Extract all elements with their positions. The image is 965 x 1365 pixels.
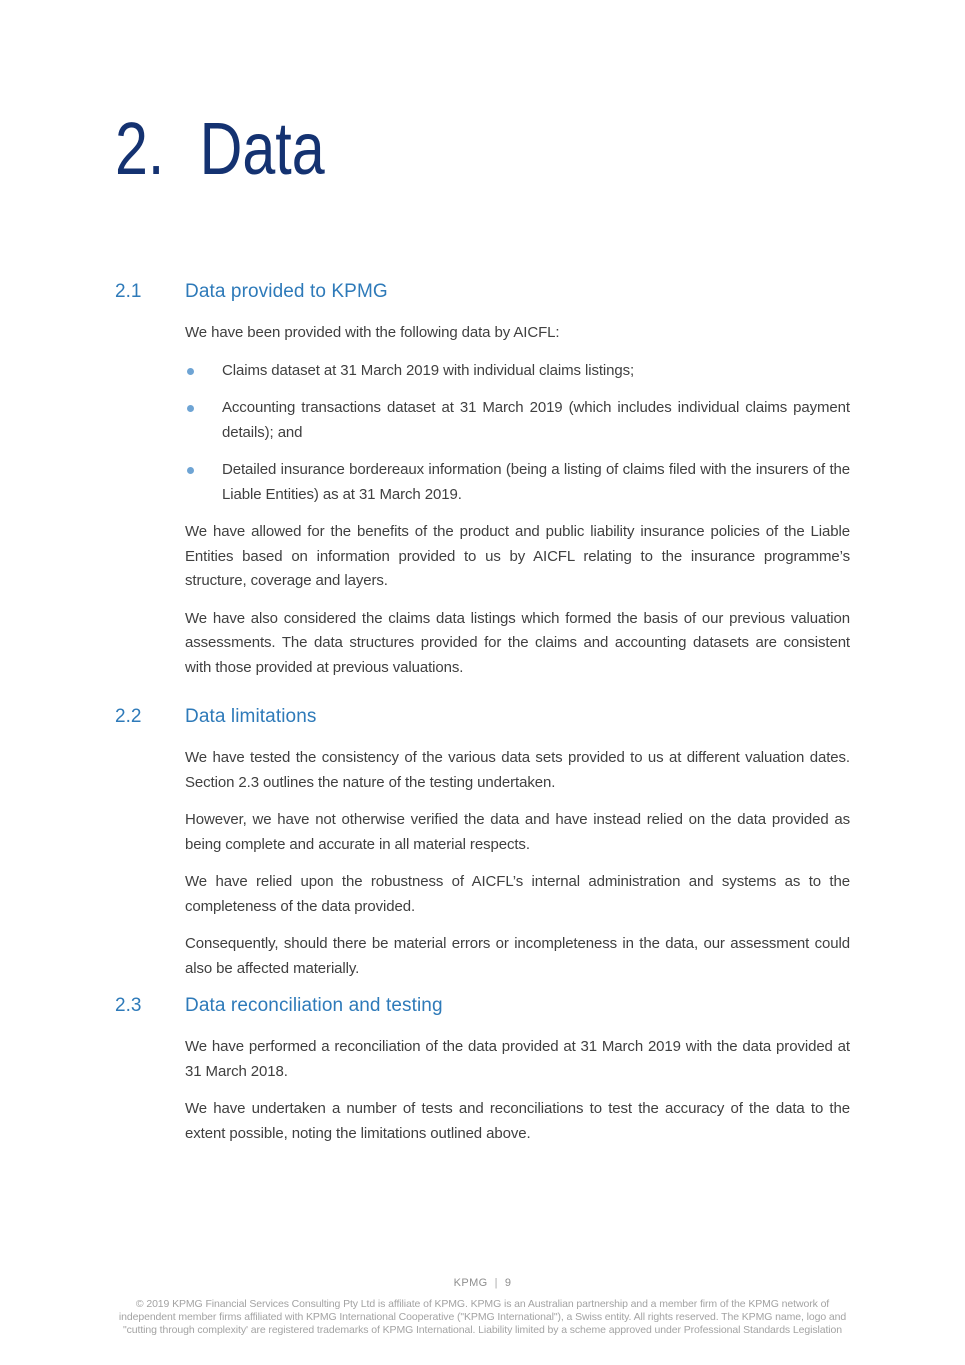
paragraph: We have been provided with the following data by AICFL: (185, 324, 560, 341)
paragraph: We have also considered the claims data listings which formed the basis of our previous valuation assessments. The data structures provided for the claims and accounting datasets are consistent with those provided at previous valuations. (185, 609, 850, 676)
section-title: Data provided to KPMG (185, 281, 388, 302)
bullet-text: Detailed insurance bordereaux information (being a listing of claims filed with the insurers of the Liable Entities) as at 31 March 2019. (222, 461, 850, 503)
footer-pageline (0, 1277, 965, 1289)
chapter-number: 2. (115, 107, 165, 190)
paragraph: We have tested the consistency of the various data sets provided to us at different valuation dates. Section 2.3 outlines the nature of the testing undertaken. (185, 749, 850, 791)
bullet-text: Accounting transactions dataset at 31 March 2019 (which includes individual claims payment details); and (222, 399, 850, 441)
list-item (185, 396, 850, 445)
paragraph: We have performed a reconciliation of the data provided at 31 March 2019 with the data provided at 31 March 2018. (185, 1038, 850, 1080)
chapter-heading (115, 107, 703, 190)
section-body (185, 303, 850, 680)
section-title: Data limitations (185, 706, 317, 727)
footer-legal-text: © 2019 KPMG Financial Services Consulting Pty Ltd is affiliate of KPMG. KPMG is an Australian partnership and a member firm of the KPMG network of independent member firms affiliated with KPMG International Cooperative ("KPMG International"), a Swiss entity. All rights reserved. The KPMG name, logo and "cutting through complexity' are registered trademarks of KPMG International. Liability limited by a scheme approved under Professional Standards Legislation (118, 1298, 847, 1336)
section-title: Data reconciliation and testing (185, 995, 443, 1016)
page-content (115, 0, 850, 1146)
page-footer (0, 1277, 965, 1337)
paragraph: We have undertaken a number of tests and reconciliations to test the accuracy of the data to the extent possible, noting the limitations outlined above. (185, 1100, 850, 1142)
bullet-text: Claims dataset at 31 March 2019 with individual claims listings; (222, 361, 635, 379)
section-number: 2.2 (115, 706, 142, 727)
footer-brand: KPMG (453, 1277, 488, 1289)
bullet-icon (187, 467, 194, 474)
section-body (185, 1017, 850, 1146)
section-number: 2.1 (115, 281, 142, 302)
paragraph: We have allowed for the benefits of the product and public liability insurance policies of the Liable Entities based on information provided to us by AICFL relating to the insurance programme’s structure, coverage and layers. (185, 523, 850, 589)
section-number: 2.3 (115, 995, 142, 1016)
section-body (185, 728, 850, 981)
paragraph: However, we have not otherwise verified the data and have instead relied on the data provided as being complete and accurate in all material respects. (185, 811, 850, 853)
paragraph: Consequently, should there be material errors or incompleteness in the data, our assessment could also be affected materially. (185, 935, 850, 977)
footer-page-number: 9 (504, 1277, 512, 1289)
section-data-provided (115, 281, 850, 680)
section-data-reconciliation (115, 995, 850, 1146)
list-item (185, 359, 850, 384)
paragraph: We have relied upon the robustness of AICFL’s internal administration and systems as to the completeness of the data provided. (185, 873, 850, 915)
section-data-limitations (115, 706, 850, 981)
list-item (185, 458, 850, 507)
bullet-icon (187, 368, 194, 375)
chapter-title: Data (199, 107, 325, 190)
footer-separator: | (494, 1277, 498, 1289)
bullet-icon (187, 405, 194, 412)
